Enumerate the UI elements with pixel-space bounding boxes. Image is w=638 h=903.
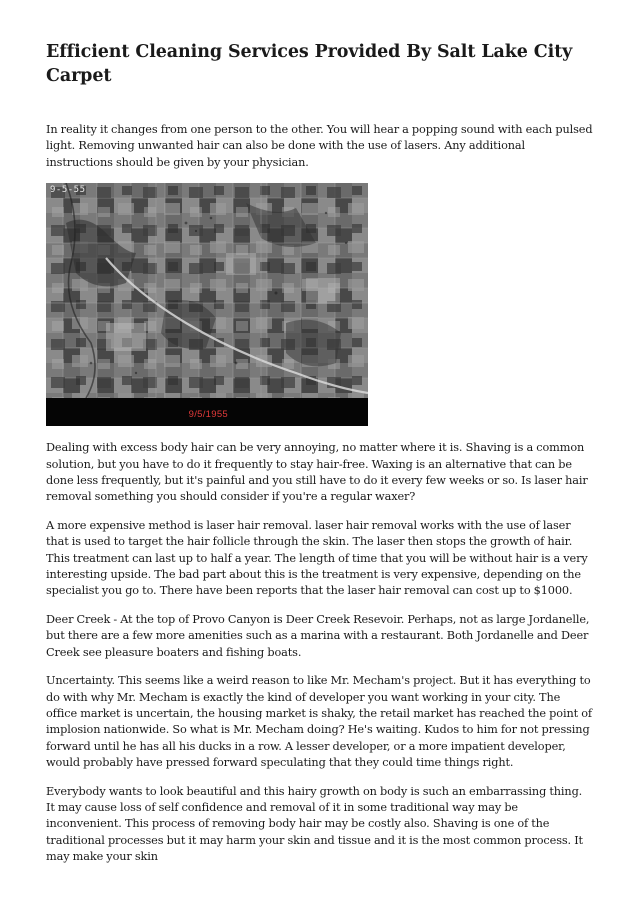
document-page	[46, 40, 594, 878]
paragraph-5: Uncertainty. This seems like a weird reason to like Mr. Mecham's project. But it has everything to do with why Mr. Mecham is exactly the kind of developer you want working in your city. The office market is uncertain, the housing market is shaky, the retail market has reached the point of implosion nationwide. So what is Mr. Mecham doing? He's waiting. Kudos to him for not pressing forward until he has all his ducks in a row. A lesser developer, or a more impatient developer, would probably have pressed forward speculating that they could time things right.	[46, 674, 592, 770]
document-title: Efficient Cleaning Services Provided By Salt Lake City Carpet	[46, 42, 573, 86]
paragraph-3: A more expensive method is laser hair removal. laser hair removal works with the use of laser that is used to target the hair follicle through the skin. The laser then stops the growth of hair. This treatment can last up to half a year. The length of time that you will be without hair is a very interesting upside. The bad part about this is the treatment is very expensive, depending on the specialist you go to. There have been reports that the laser hair removal can cost up to $1000.	[46, 518, 588, 598]
aerial-photo	[46, 183, 368, 426]
paragraph-4: Deer Creek - At the top of Provo Canyon is Deer Creek Resevoir. Perhaps, not as large Jordanelle, but there are a few more amenities such as a marina with a restaurant. Both Jordanelle and Deer Creek see pleasure boaters and fishing boats.	[46, 612, 590, 659]
paragraph-1: In reality it changes from one person to the other. You will hear a popping sound with each pulsed light. Removing unwanted hair can also be done with the use of lasers. Any additional instructions should be given by your physician.	[46, 123, 593, 169]
photo-stamp-top-left: 9-5-55	[50, 185, 86, 196]
paragraph-6: Everybody wants to look beautiful and this hairy growth on body is such an embarrassing thing. It may cause loss of self confidence and removal of it in some traditional way may be inconvenient. This process of removing body hair may be costly also. Shaving is one of the traditional processes but it may harm your skin and tissue and it is the most common process. It may make your skin	[46, 784, 583, 864]
photo-date-stamp: 9/5/1955	[188, 409, 228, 421]
paragraph-2: Dealing with excess body hair can be very annoying, no matter where it is. Shaving is a common solution, but you have to do it frequently to stay hair-free. Waxing is an alternative that can be done less frequently, but it's painful and you still have to do it every few weeks or so. Is laser hair removal something you should consider if you're a regular waxer?	[46, 441, 588, 504]
aerial-photo-graphic	[46, 183, 368, 426]
